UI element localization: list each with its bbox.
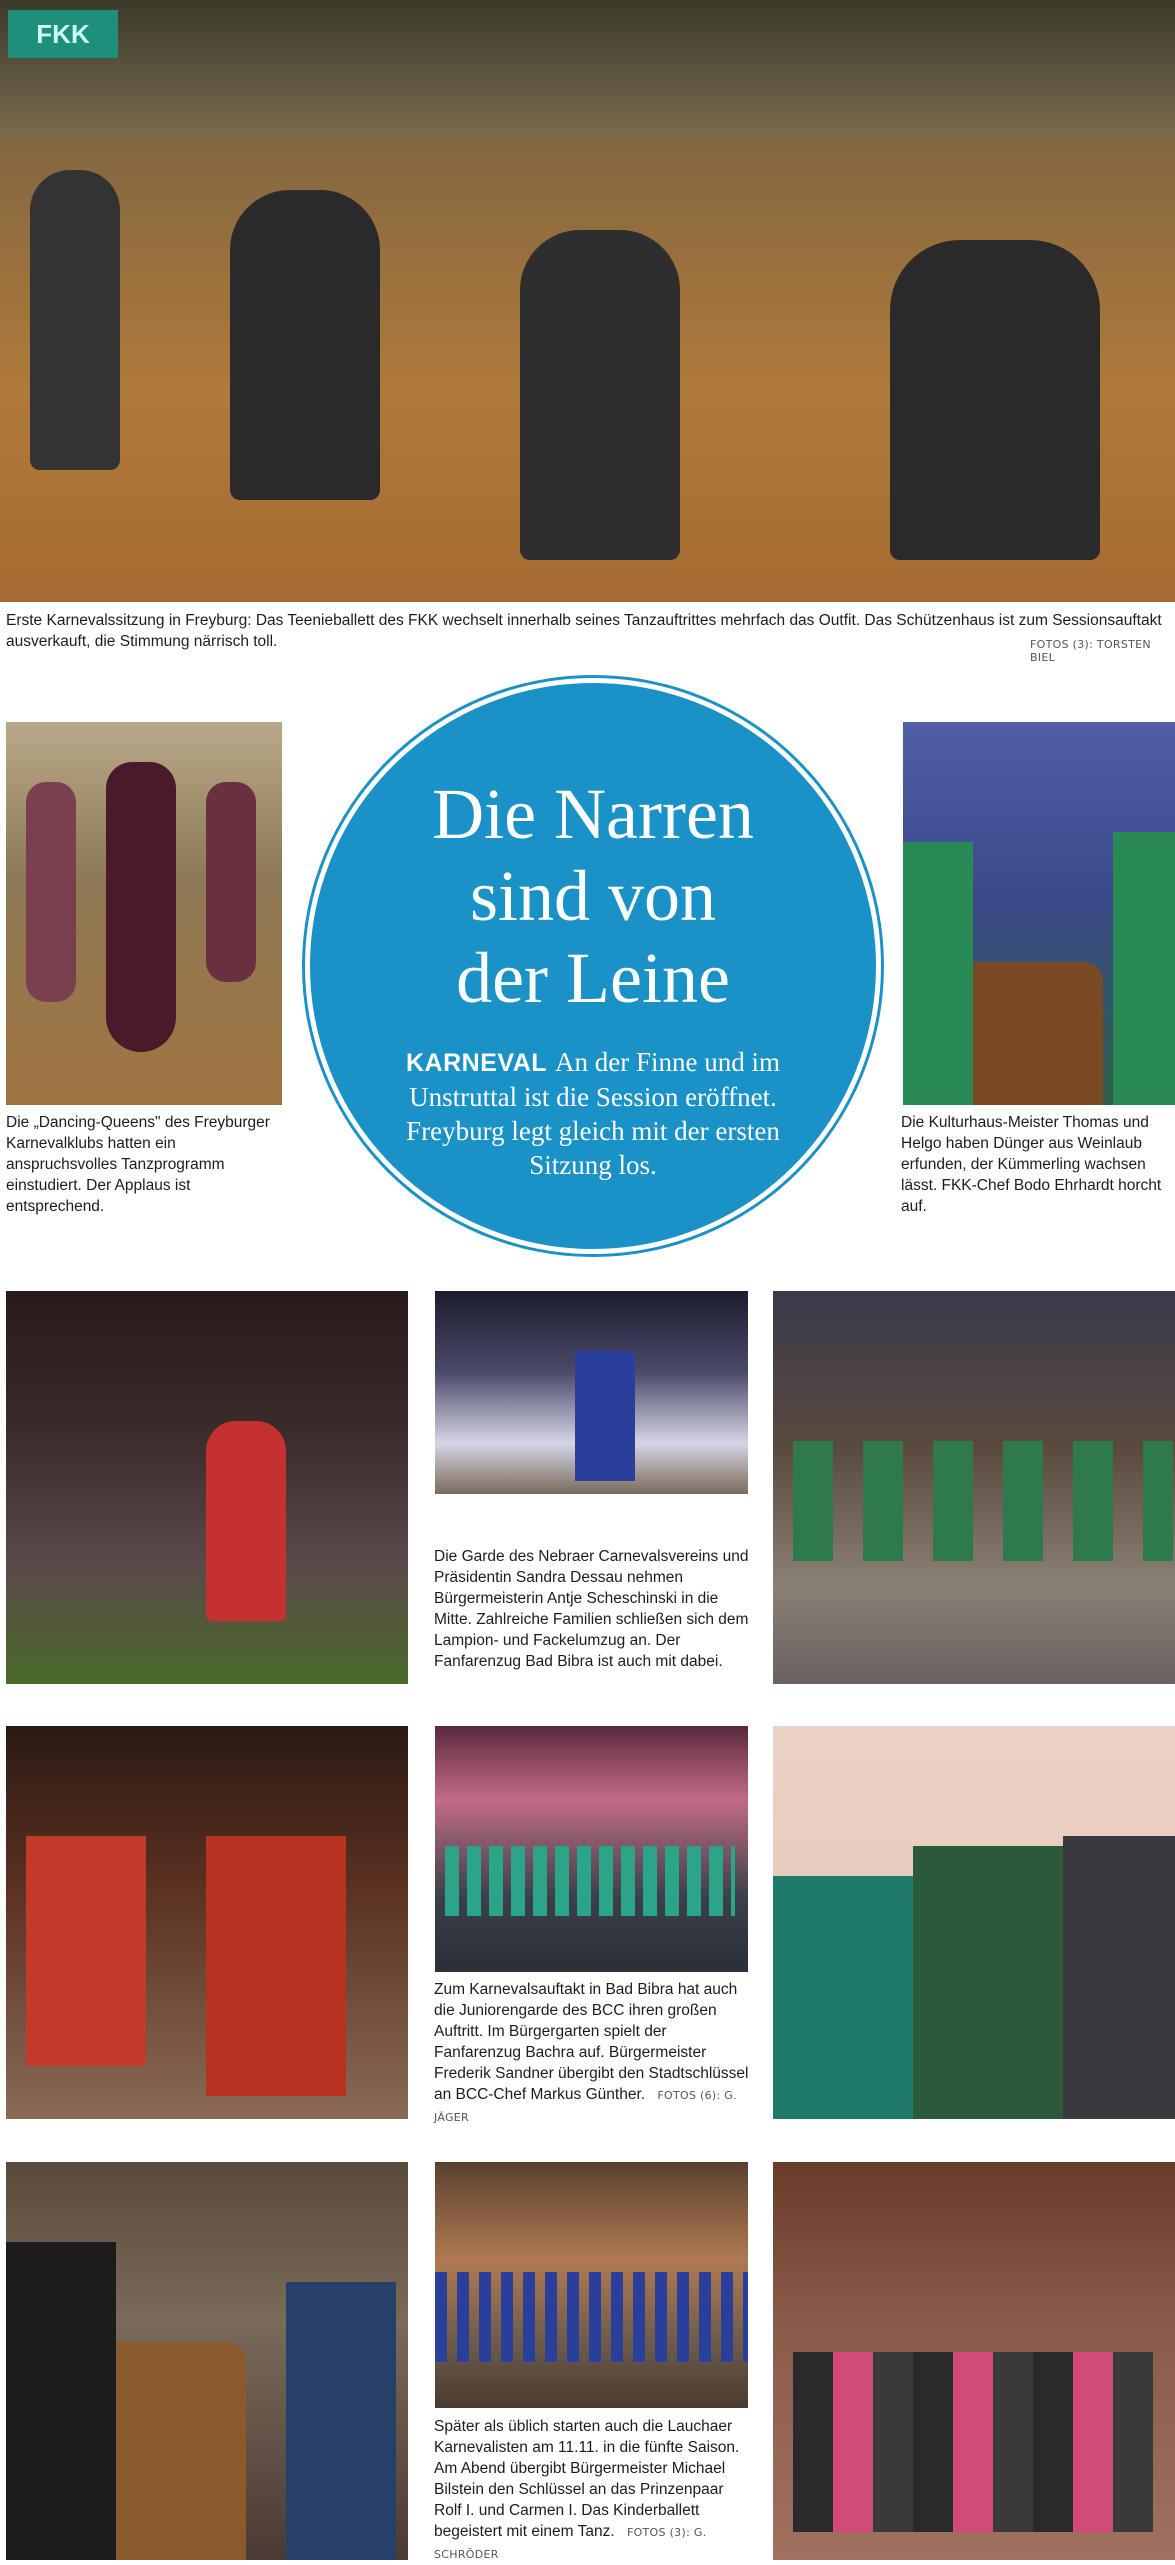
photo-lampionumzug — [6, 1291, 408, 1684]
caption-laucha — [434, 2416, 754, 2565]
headline-kicker: KARNEVAL — [405, 1049, 548, 1077]
photo-juniorengarde — [435, 1726, 748, 1972]
caption-nebra: Die Garde des Nebraer Carnevalsvereins und Präsidentin Sandra Dessau nehmen Bürgermeisterin Antje Scheschinski in die Mitte. Zahlreiche Familien schließen sich dem Lampion- und Fackelumzug an. Der Fanfarenzug Bad Bibra ist auch mit dabei. — [434, 1548, 749, 1670]
photo-schluesseluebergabe-bibra — [773, 1726, 1175, 2119]
headline-circle — [305, 678, 881, 1254]
photo-fanfarenzug-bachra — [6, 1726, 408, 2119]
headline-teaser-text: An der Finne und im Unstruttal ist die Session eröffnet. Freyburg legt gleich mit der ersten Sitzung los. — [406, 1047, 781, 1180]
caption-bibra-text: Zum Karnevalsauftakt in Bad Bibra hat auch die Juniorengarde des BCC ihren großen Auftritt. Im Bürgergarten spielt der Fanfarenzug Bachra auf. Bürgermeister Frederik Sandner übergibt den Stadtschlüssel an BCC-Chef Markus Günther. — [434, 1981, 749, 2103]
photo-nebra-garde — [435, 1291, 748, 1494]
credit-laucha: FOTOS (3): G. SCHRÖDER — [434, 2526, 707, 2561]
headline-title — [310, 773, 876, 1019]
caption-teenieballett: Erste Karnevalssitzung in Freyburg: Das Teenieballett des FKK wechselt innerhalb seines Tanzauftrittes mehrfach das Outfit. Das Schützenhaus ist zum Sessionsauftakt ausverkauft, die Stimmung närrisch toll. — [6, 612, 1162, 650]
photo-fanfarenzug-bibra — [773, 1291, 1175, 1684]
caption-laucha-text: Später als üblich starten auch die Lauchaer Karnevalisten am 11.11. in die fünfte Saison. Am Abend übergibt Bürgermeister Michael Bilstein den Schlüssel an das Prinzenpaar Rolf I. und Carmen I. Das Kinderballett begeistert mit einem Tanz. — [434, 2418, 740, 2540]
photo-laucha-prinzenpaar — [435, 2162, 748, 2408]
caption-dancing-queens: Die „Dancing-Queens" des Freyburger Karnevalklubs hatten ein anspruchsvolles Tanzprogramm einstudiert. Der Applaus ist entsprechend. — [6, 1114, 270, 1215]
caption-bibra — [434, 1979, 754, 2128]
headline-line-2: sind von — [469, 856, 717, 936]
photo-laucha-kinderballett — [773, 2162, 1175, 2560]
credit-bibra: FOTOS (6): G. JÄGER — [434, 2089, 737, 2124]
caption-kulturhaus: Die Kulturhaus-Meister Thomas und Helgo haben Dünger aus Weinlaub erfunden, der Kümmerling wachsen lässt. FKK-Chef Bodo Ehrhardt horcht auf. — [901, 1114, 1162, 1215]
headline-teaser — [370, 1045, 816, 1182]
headline-line-1: Die Narren — [432, 774, 754, 854]
credit-teenieballett: FOTOS (3): TORSTEN BIEL — [1030, 638, 1151, 664]
photo-laucha-buergermeister — [6, 2162, 408, 2560]
headline-line-3: der Leine — [456, 938, 730, 1018]
fkk-sign: FKK — [8, 10, 118, 58]
photo-teenieballett — [0, 0, 1175, 602]
photo-dancing-queens — [6, 722, 282, 1105]
photo-kulturhaus-meister — [903, 722, 1175, 1105]
